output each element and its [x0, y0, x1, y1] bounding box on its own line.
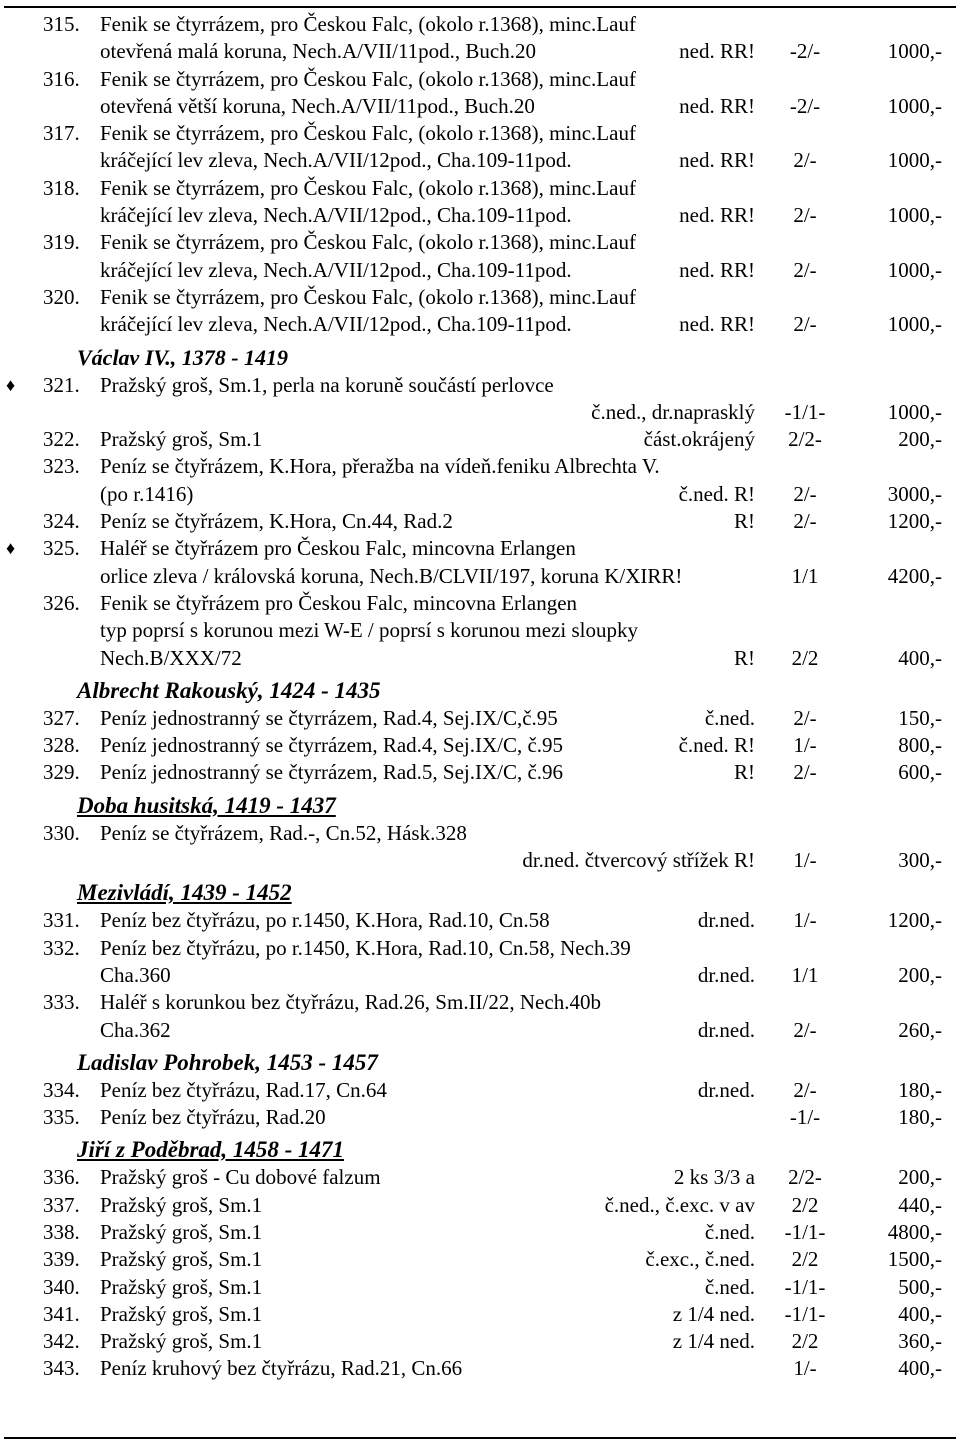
entry-description: Fenik se čtyrrázem, pro Českou Falc, (okolo r.1368), minc.Lauf [100, 121, 636, 146]
entry-grade: 2/2 [791, 1247, 819, 1272]
section-heading-text: Doba husitská, 1419 - 1437 [77, 792, 336, 818]
catalog-entry [0, 989, 960, 1016]
entry-grade: 2/- [793, 257, 817, 282]
entry-description: Fenik se čtyrrázem, pro Českou Falc, (okolo r.1368), minc.Lauf [100, 284, 636, 309]
entry-grade: 2/- [793, 481, 817, 506]
catalog-entry-continuation [0, 399, 960, 426]
section-heading [0, 672, 960, 705]
entry-price: 360,- [898, 1329, 942, 1354]
entry-condition: ned. RR! [679, 148, 755, 173]
entry-price: 4800,- [887, 1219, 942, 1244]
entry-price: 150,- [898, 705, 942, 730]
entry-number: 321. [43, 372, 80, 397]
entry-description: Peníz se čtyřrázem, Rad.-, Cn.52, Hásk.328 [100, 820, 467, 845]
entry-description: Peníz se čtyřrázem, K.Hora, Cn.44, Rad.2 [100, 509, 453, 534]
entry-description: kráčející lev zleva, Nech.A/VII/12pod., Cha.109-11pod. [100, 203, 572, 228]
entry-price: 1000,- [887, 39, 942, 64]
catalog-entry [0, 284, 960, 311]
entry-price: 1200,- [887, 509, 942, 534]
entry-description: Pražský groš, Sm.1 [100, 1247, 263, 1272]
entry-description: typ poprsí s korunou mezi W-E / poprsí s korunou mezi sloupky [100, 618, 638, 643]
entry-description: Cha.360 [100, 962, 171, 987]
catalog-entry [0, 1246, 960, 1273]
entry-number: 328. [43, 733, 80, 758]
top-rule [4, 6, 956, 8]
entry-description: Peníz bez čtyřrázu, Rad.20 [100, 1105, 326, 1130]
entry-grade: -1/- [789, 1105, 821, 1130]
entry-description: Peníz bez čtyřrázu, po r.1450, K.Hora, Rad.10, Cn.58 [100, 908, 550, 933]
entry-number: 333. [43, 990, 80, 1015]
entry-description: otevřená malá koruna, Nech.A/VII/11pod., Buch.20 [100, 39, 537, 64]
entry-number: 343. [43, 1356, 80, 1381]
entry-price: 1000,- [887, 257, 942, 282]
entry-number: 319. [43, 230, 80, 255]
catalog-entry [0, 453, 960, 480]
entry-description: orlice zleva / královská koruna, Nech.B/CLVII/197, koruna K/XIRR! [100, 563, 683, 588]
entry-condition: R! [734, 509, 755, 534]
catalog-entry [0, 935, 960, 962]
catalog-entry [0, 1164, 960, 1191]
entry-description: otevřená větší koruna, Nech.A/VII/11pod., Buch.20 [100, 93, 535, 118]
entry-condition: č.ned. [704, 1274, 755, 1299]
catalog-entry [0, 372, 960, 399]
entry-number: 318. [43, 175, 80, 200]
entry-condition: R! [734, 760, 755, 785]
entry-description: Peníz jednostranný se čtyrrázem, Rad.4, Sej.IX/C, č.95 [100, 733, 564, 758]
catalog-entry [0, 66, 960, 93]
entry-grade: -1/1- [784, 1301, 826, 1326]
entry-price: 1500,- [887, 1247, 942, 1272]
entry-condition: č.ned. [704, 1219, 755, 1244]
entry-grade: 2/2 [791, 1329, 819, 1354]
entry-number: 327. [43, 705, 80, 730]
entry-condition: č.ned. [704, 705, 755, 730]
entry-description: Fenik se čtyrrázem, pro Českou Falc, (okolo r.1368), minc.Lauf [100, 230, 636, 255]
entry-grade: 2/- [793, 312, 817, 337]
entry-condition: ned. RR! [679, 93, 755, 118]
entry-price: 1000,- [887, 312, 942, 337]
entry-description: Pražský groš, Sm.1, perla na koruně součástí perlovce [100, 372, 554, 397]
entry-number: 338. [43, 1219, 80, 1244]
catalog-entry [0, 426, 960, 453]
section-heading [0, 339, 960, 372]
entry-description: Pražský groš, Sm.1 [100, 1301, 263, 1326]
entry-condition: č.ned., č.exc. v av [604, 1192, 755, 1217]
catalog-entry [0, 907, 960, 934]
entry-price: 180,- [898, 1105, 942, 1130]
entry-number: 339. [43, 1247, 80, 1272]
catalog-entry [0, 1104, 960, 1131]
diamond-icon: ♦ [6, 538, 16, 559]
catalog-entry [0, 590, 960, 617]
entry-number: 331. [43, 908, 80, 933]
entry-grade: -2/- [789, 93, 821, 118]
entry-description: Fenik se čtyrrázem, pro Českou Falc, (okolo r.1368), minc.Lauf [100, 66, 636, 91]
entry-condition: ned. RR! [679, 39, 755, 64]
entry-number: 317. [43, 121, 80, 146]
catalog-entry [0, 1077, 960, 1104]
bottom-rule [4, 1437, 956, 1439]
entry-price: 200,- [898, 1165, 942, 1190]
catalog-entry [0, 508, 960, 535]
entry-description: Haléř se čtyřrázem pro Českou Falc, mincovna Erlangen [100, 536, 576, 561]
catalog-entry [0, 11, 960, 38]
entry-description: Peníz se čtyřrázem, K.Hora, přeražba na vídeň.feniku Albrechta V. [100, 454, 660, 479]
entry-description: Peníz jednostranný se čtyrrázem, Rad.4, Sej.IX/C,č.95 [100, 705, 558, 730]
entry-condition: ned. RR! [679, 312, 755, 337]
catalog-entry [0, 535, 960, 562]
entry-grade: 2/- [793, 509, 817, 534]
section-heading [0, 1044, 960, 1077]
entry-price: 500,- [898, 1274, 942, 1299]
entry-price: 400,- [898, 1301, 942, 1326]
entry-description: Pražský groš, Sm.1 [100, 427, 263, 452]
entry-description: Pražský groš - Cu dobové falzum [100, 1165, 381, 1190]
catalog-entry-continuation [0, 617, 960, 644]
entry-condition: dr.ned. [697, 908, 755, 933]
catalog-entry [0, 1274, 960, 1301]
entry-description: Pražský groš, Sm.1 [100, 1274, 263, 1299]
entry-number: 337. [43, 1192, 80, 1217]
catalog-entry-continuation [0, 147, 960, 174]
entry-number: 336. [43, 1165, 80, 1190]
entry-condition: ned. RR! [679, 257, 755, 282]
entry-grade: 2/- [793, 1017, 817, 1042]
entry-description: Fenik se čtyrrázem, pro Českou Falc, (okolo r.1368), minc.Lauf [100, 175, 636, 200]
catalog-entry [0, 1301, 960, 1328]
entry-grade: 2/2 [791, 645, 819, 670]
entry-grade: 2/- [793, 760, 817, 785]
catalog-entry-continuation [0, 311, 960, 338]
section-heading-text: Václav IV., 1378 - 1419 [77, 344, 289, 370]
entry-number: 325. [43, 536, 80, 561]
entry-description: Pražský groš, Sm.1 [100, 1192, 263, 1217]
entry-condition: dr.ned. [697, 962, 755, 987]
entry-condition: ned. RR! [679, 203, 755, 228]
entry-condition: č.ned. R! [678, 481, 755, 506]
catalog-entry-continuation [0, 257, 960, 284]
entry-condition: 2 ks 3/3 a [673, 1165, 755, 1190]
catalog-entry-continuation [0, 1017, 960, 1044]
entry-grade: 2/- [793, 203, 817, 228]
section-heading [0, 1131, 960, 1164]
section-heading-text: Ladislav Pohrobek, 1453 - 1457 [77, 1049, 378, 1075]
entry-grade: -2/- [789, 39, 821, 64]
entry-description: Peníz bez čtyřrázu, Rad.17, Cn.64 [100, 1077, 387, 1102]
entry-condition: dr.ned. [697, 1077, 755, 1102]
entry-grade: 2/- [793, 705, 817, 730]
entry-description: Peníz jednostranný se čtyrrázem, Rad.5, Sej.IX/C, č.96 [100, 760, 564, 785]
catalog-entry-continuation [0, 38, 960, 65]
entry-price: 260,- [898, 1017, 942, 1042]
section-heading [0, 874, 960, 907]
entry-grade: -1/1- [784, 1274, 826, 1299]
entry-number: 326. [43, 590, 80, 615]
entry-price: 1000,- [887, 203, 942, 228]
entry-grade: 2/- [793, 1077, 817, 1102]
catalog-entry [0, 1355, 960, 1382]
catalog-listing [0, 11, 960, 1383]
entry-condition: dr.ned. čtvercový střížek R! [522, 848, 755, 873]
entry-number: 324. [43, 509, 80, 534]
diamond-icon: ♦ [6, 374, 16, 395]
entry-condition: č.ned. R! [678, 733, 755, 758]
entry-number: 323. [43, 454, 80, 479]
entry-description: Peníz bez čtyřrázu, po r.1450, K.Hora, Rad.10, Cn.58, Nech.39 [100, 935, 631, 960]
catalog-entry [0, 120, 960, 147]
catalog-entry [0, 175, 960, 202]
entry-description: Fenik se čtyrrázem, pro Českou Falc, (okolo r.1368), minc.Lauf [100, 12, 636, 36]
entry-grade: -1/1- [784, 1219, 826, 1244]
entry-price: 1000,- [887, 148, 942, 173]
catalog-entry-continuation [0, 847, 960, 874]
catalog-entry-continuation [0, 93, 960, 120]
section-heading [0, 787, 960, 820]
entry-grade: -1/1- [784, 399, 826, 424]
entry-description: Pražský groš, Sm.1 [100, 1329, 263, 1354]
entry-price: 4200,- [887, 563, 942, 588]
entry-description: Cha.362 [100, 1017, 171, 1042]
entry-number: 329. [43, 760, 80, 785]
entry-grade: 1/1 [791, 563, 819, 588]
entry-price: 3000,- [887, 481, 942, 506]
entry-price: 800,- [898, 733, 942, 758]
entry-description: Pražský groš, Sm.1 [100, 1219, 263, 1244]
entry-number: 320. [43, 284, 80, 309]
catalog-entry-continuation [0, 962, 960, 989]
entry-price: 400,- [898, 1356, 942, 1381]
entry-number: 322. [43, 427, 80, 452]
entry-condition: č.exc., č.ned. [645, 1247, 755, 1272]
entry-description: kráčející lev zleva, Nech.A/VII/12pod., Cha.109-11pod. [100, 148, 572, 173]
entry-condition: R! [734, 645, 755, 670]
entry-price: 1000,- [887, 399, 942, 424]
entry-description: Peníz kruhový bez čtyřrázu, Rad.21, Cn.66 [100, 1356, 463, 1381]
catalog-entry [0, 732, 960, 759]
entry-number: 340. [43, 1274, 80, 1299]
entry-number: 315. [43, 12, 80, 36]
entry-price: 300,- [898, 848, 942, 873]
catalog-entry [0, 229, 960, 256]
catalog-entry [0, 1219, 960, 1246]
entry-price: 1200,- [887, 908, 942, 933]
catalog-entry [0, 705, 960, 732]
entry-description: Nech.B/XXX/72 [100, 645, 242, 670]
entry-grade: 2/- [793, 148, 817, 173]
entry-number: 341. [43, 1301, 80, 1326]
entry-number: 334. [43, 1077, 80, 1102]
entry-price: 200,- [898, 427, 942, 452]
catalog-entry-continuation [0, 563, 960, 590]
section-heading-text: Jiří z Poděbrad, 1458 - 1471 [77, 1137, 345, 1163]
entry-description: kráčející lev zleva, Nech.A/VII/12pod., Cha.109-11pod. [100, 312, 572, 337]
entry-condition: dr.ned. [697, 1017, 755, 1042]
entry-description: Haléř s korunkou bez čtyřrázu, Rad.26, Sm.II/22, Nech.40b [100, 990, 601, 1015]
entry-grade: 2/2- [788, 427, 822, 452]
section-heading-text: Mezivládí, 1439 - 1452 [77, 880, 292, 906]
catalog-entry [0, 820, 960, 847]
entry-number: 342. [43, 1329, 80, 1354]
entry-description: (po r.1416) [100, 481, 194, 506]
entry-grade: 1/- [793, 848, 817, 873]
catalog-entry [0, 1192, 960, 1219]
entry-grade: 1/- [793, 733, 817, 758]
entry-grade: 1/1 [791, 962, 819, 987]
entry-grade: 1/- [793, 908, 817, 933]
entry-number: 330. [43, 820, 80, 845]
entry-description: kráčející lev zleva, Nech.A/VII/12pod., Cha.109-11pod. [100, 257, 572, 282]
entry-price: 440,- [898, 1192, 942, 1217]
entry-grade: 2/2 [791, 1192, 819, 1217]
entry-description: Fenik se čtyřrázem pro Českou Falc, mincovna Erlangen [100, 590, 578, 615]
entry-price: 600,- [898, 760, 942, 785]
entry-number: 316. [43, 66, 80, 91]
entry-condition: z 1/4 ned. [672, 1329, 755, 1354]
catalog-entry [0, 759, 960, 786]
entry-price: 200,- [898, 962, 942, 987]
entry-condition: z 1/4 ned. [672, 1301, 755, 1326]
section-heading-text: Albrecht Rakouský, 1424 - 1435 [77, 677, 381, 703]
catalog-entry-continuation [0, 481, 960, 508]
catalog-entry [0, 1328, 960, 1355]
entry-number: 332. [43, 935, 80, 960]
entry-price: 180,- [898, 1077, 942, 1102]
entry-condition: č.ned., dr.naprasklý [591, 399, 755, 424]
entry-price: 400,- [898, 645, 942, 670]
catalog-entry-continuation [0, 645, 960, 672]
entry-grade: 1/- [793, 1356, 817, 1381]
catalog-entry-continuation [0, 202, 960, 229]
entry-condition: část.okrájený [643, 427, 755, 452]
entry-price: 1000,- [887, 93, 942, 118]
entry-grade: 2/2- [788, 1165, 822, 1190]
entry-number: 335. [43, 1105, 80, 1130]
